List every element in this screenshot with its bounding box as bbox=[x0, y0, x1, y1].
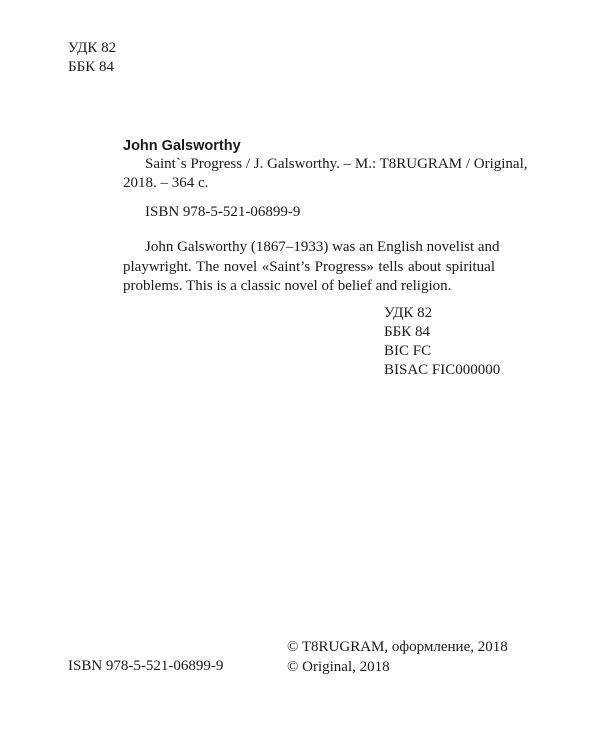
bbk-code: ББК 84 bbox=[384, 324, 430, 340]
copyright-notices bbox=[287, 637, 508, 677]
copyright-original: © Original, 2018 bbox=[287, 659, 390, 675]
footer-isbn: ISBN 978-5-521-06899-9 bbox=[68, 658, 224, 674]
classification-codes bbox=[384, 304, 500, 380]
citation bbox=[123, 155, 528, 193]
top-classification-codes bbox=[68, 39, 116, 77]
top-bbk-code: ББК 84 bbox=[68, 59, 114, 75]
annotation-paragraph bbox=[123, 238, 500, 297]
annotation-line-3: problems. This is a classic novel of belief and religion. bbox=[123, 278, 452, 294]
annotation-line-2: playwright. The novel «Saint’s Progress» tells about spiritual bbox=[123, 258, 495, 275]
citation-line-2: 2018. – 364 с. bbox=[123, 175, 209, 191]
top-udk-code: УДК 82 bbox=[68, 40, 117, 56]
bisac-code: BISAC FIC000000 bbox=[384, 362, 501, 378]
annotation-line-1: John Galsworthy (1867–1933) was an English novelist and bbox=[145, 239, 500, 255]
citation-line-1: Saint`s Progress / J. Galsworthy. – M.: T8RUGRAM / Original, bbox=[145, 156, 528, 172]
author-name: John Galsworthy bbox=[123, 138, 241, 154]
copyright-design: © T8RUGRAM, оформление, 2018 bbox=[287, 639, 508, 655]
bibliographic-record bbox=[123, 137, 528, 193]
bic-code: BIC FC bbox=[384, 343, 432, 359]
udk-code: УДК 82 bbox=[384, 305, 433, 321]
isbn-main: ISBN 978-5-521-06899-9 bbox=[145, 204, 301, 220]
